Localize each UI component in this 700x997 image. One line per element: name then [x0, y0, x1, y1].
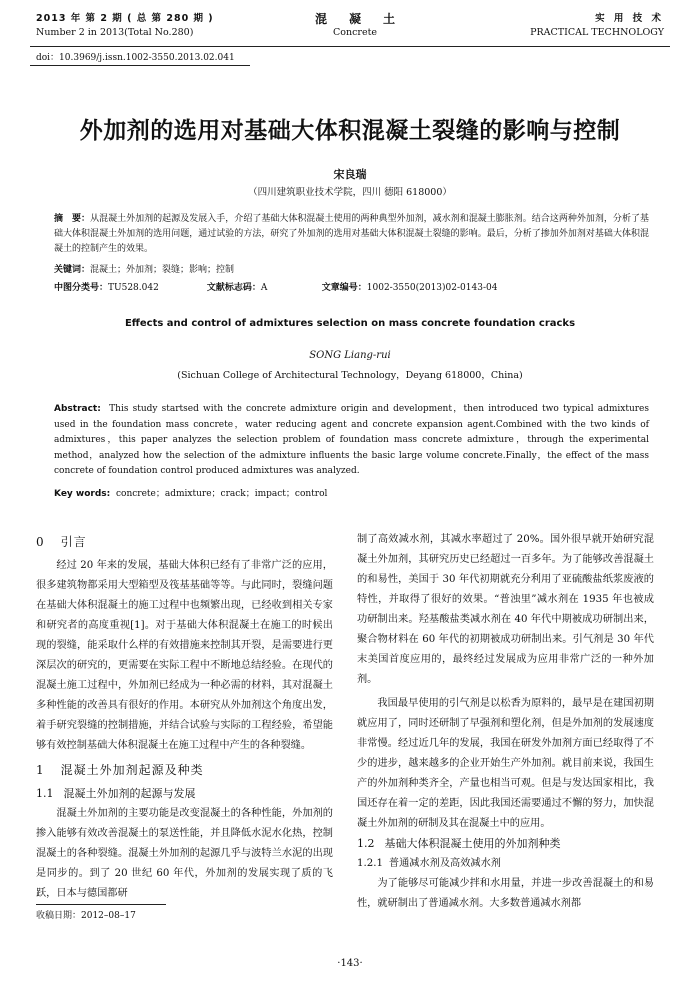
doc-code-value: A — [260, 283, 268, 293]
abstract-en-text: This study startsed with the concrete admixture origin and development，then introduced two typical admixtures used in the foundation mass concrete，water reducing agent and concrete expansion agent.Combined with the two kinds of admixtures，this paper analyzes the selection problem of foundation mass concrete admixture，through the experimental method，analyzed how the selection of the admixture influents the basic large volume concrete.Finally，the effect of the mass concrete of foundation control produced admixtures was analyzed. — [54, 404, 649, 477]
paragraph: 混凝土外加剂的主要功能是改变混凝土的各种性能，外加剂的掺入能够有效改善混凝土的泵送性能，并且降低水泥水化热，控制混凝土的各种裂缝。混凝土外加剂的起源几乎与波特兰水泥的出现是同步的。到了 20 世纪 60 年代，外加剂的发展实现了质的飞跃，日本与德国都研 — [36, 808, 333, 899]
section-number: 1.1 — [36, 787, 54, 800]
doi: doi：10.3969/j.issn.1002-3550.2013.02.041 — [36, 53, 235, 63]
section-heading-1 — [36, 760, 333, 780]
section-heading-1-2 — [357, 834, 654, 854]
abstract-en — [54, 402, 649, 480]
journal-issue-header — [36, 12, 214, 40]
affiliation-en: (Sichuan College of Architectural Technology，Deyang 618000，China) — [177, 370, 523, 381]
page-number: ·143· — [337, 958, 363, 969]
doi-rule — [30, 65, 250, 66]
section-heading-1-1 — [36, 784, 333, 804]
author: 宋良瑞 — [333, 168, 367, 181]
paragraph: 为了能够尽可能减少拌和水用量，并进一步改善混凝土的和易性，就研制出了普通减水剂。大多数普通减水剂都 — [357, 878, 654, 909]
article-id-label: 文章编号： — [321, 283, 367, 293]
column-en: PRACTICAL TECHNOLOGY — [530, 27, 664, 38]
paper-title-en: Effects and control of admixtures selection on mass concrete foundation cracks — [124, 318, 576, 329]
header-rule — [30, 46, 670, 47]
keywords-cn-text: 混凝土；外加剂；裂缝；影响；控制 — [90, 265, 235, 275]
keywords-en-label: Key words: — [54, 489, 111, 499]
classification-row — [54, 280, 649, 293]
body-column-right — [357, 530, 654, 914]
journal-name-cn: 混凝土 — [314, 12, 417, 26]
footnote-rule — [36, 904, 166, 905]
section-heading-0 — [36, 532, 333, 552]
issue-cn: 2013 年 第 2 期 ( 总 第 280 期 ) — [36, 13, 214, 24]
paragraph: 经过 20 年来的发展，基础大体积已经有了非常广泛的应用，很多建筑物都采用大型箱型及筏基基础等等。与此同时，裂缝问题在基础大体积混凝土的施工过程中也频繁出现，已经收到相关专家和研究者的高度重视[1]。对于基础大体积混凝土在施工的时候出现的裂缝，能采取什么样的有效措施来控制其开裂，是需要进行更深层次的研究的，更需要在实际工程中不断地总结经验。在现代的混凝土施工过程中，外加剂已经成为一种必需的材料，其对混凝土多种性能的改善具有很好的作用。本研究从外加剂这个角度出发，着手研究裂缝的控制措施，并结合试验与实际的工程经验，希望能够有效控制基础大体积混凝土在施工过程中产生的各种裂缝。 — [36, 560, 333, 751]
received-date: 收稿日期：2012–08–17 — [36, 911, 136, 921]
affiliation: （四川建筑职业技术学院，四川 德阳 618000） — [248, 187, 452, 198]
keywords-en — [54, 486, 327, 499]
section-title: 普通减水剂及高效减水剂 — [388, 858, 501, 869]
paper-title: 外加剂的选用对基础大体积混凝土裂缝的影响与控制 — [79, 118, 621, 144]
section-number: 1.2.1 — [357, 858, 383, 869]
paragraph: 我国最早使用的引气剂是以松香为原料的，最早是在建国初期就应用了，同时还研制了早强剂和塑化剂，但是外加剂的发展速度非常慢。经过近几年的发展，我国在研发外加剂方面已经取得了不少的进步，越来越多的企业开始生产外加剂。就目前来说，我国生产的外加剂种类齐全，产量也相当可观。但是与发达国家相比，我国还存在着一定的差距，因此我国还需要通过不懈的努力，加快混凝土外加剂的研制及其在混凝土中的应用。 — [357, 698, 654, 829]
section-heading-1-2-1 — [357, 854, 654, 874]
issue-en: Number 2 in 2013(Total No.280) — [36, 27, 194, 38]
body-column-left — [36, 530, 333, 904]
clc-label: 中图分类号： — [54, 283, 109, 293]
author-en: SONG Liang-rui — [309, 350, 391, 361]
section-number: 1 — [36, 763, 45, 777]
column-header — [530, 12, 664, 40]
section-number: 1.2 — [357, 837, 375, 850]
article-id-value: 1002-3550(2013)02-0143-04 — [366, 283, 498, 293]
abstract-cn-text: 从混凝土外加剂的起源及发展入手，介绍了基础大体积混凝土使用的两种典型外加剂，减水剂和混凝土膨胀剂。结合这两种外加剂，分析了基础大体积混凝土外加剂的选用问题，通过试验的方法，研究了外加剂的选用对基础大体积混凝土裂缝的影响。最后，分析了掺加外加剂对基础大体积混凝土的控制产生的效果。 — [54, 214, 649, 254]
keywords-cn — [54, 262, 234, 275]
keywords-en-text: concrete；admixture；crack；impact；control — [116, 489, 328, 499]
section-title: 引言 — [60, 535, 87, 549]
section-title: 混凝土外加剂的起源与发展 — [63, 787, 196, 800]
abstract-en-label: Abstract: — [54, 404, 101, 414]
abstract-cn — [54, 212, 649, 257]
paragraph: 制了高效减水剂，其减水率超过了 20%。国外很早就开始研究混凝土外加剂，其研究历史已经超过一百多年。为了能够改善混凝土的和易性，美国于 30 年代初期就充分利用了亚硫酸盐纸浆废液的特性，并取得了很好的效果。“普浊里”减水剂在 1935 年也被成功研制出来。羟基酸盐类减水剂在 40 年代中期被成功研制出来，聚合物材料在 60 年代的初期被成功研制出来。引气剂是 30 年代末美国首度应用的，最终经过发展成为应用非常广泛的一种外加剂。 — [357, 534, 654, 685]
section-title: 基础大体积混凝土使用的外加剂种类 — [384, 837, 561, 850]
section-number: 0 — [36, 535, 45, 549]
section-title: 混凝土外加剂起源及种类 — [60, 763, 204, 777]
abstract-cn-label: 摘 要： — [54, 214, 91, 224]
doc-code-label: 文献标志码： — [206, 283, 261, 293]
journal-name-header — [290, 12, 420, 40]
journal-name-en: Concrete — [332, 27, 378, 38]
clc-value: TU528.042 — [108, 283, 159, 293]
column-cn: 实 用 技 术 — [595, 13, 664, 24]
keywords-cn-label: 关键词： — [54, 265, 91, 275]
